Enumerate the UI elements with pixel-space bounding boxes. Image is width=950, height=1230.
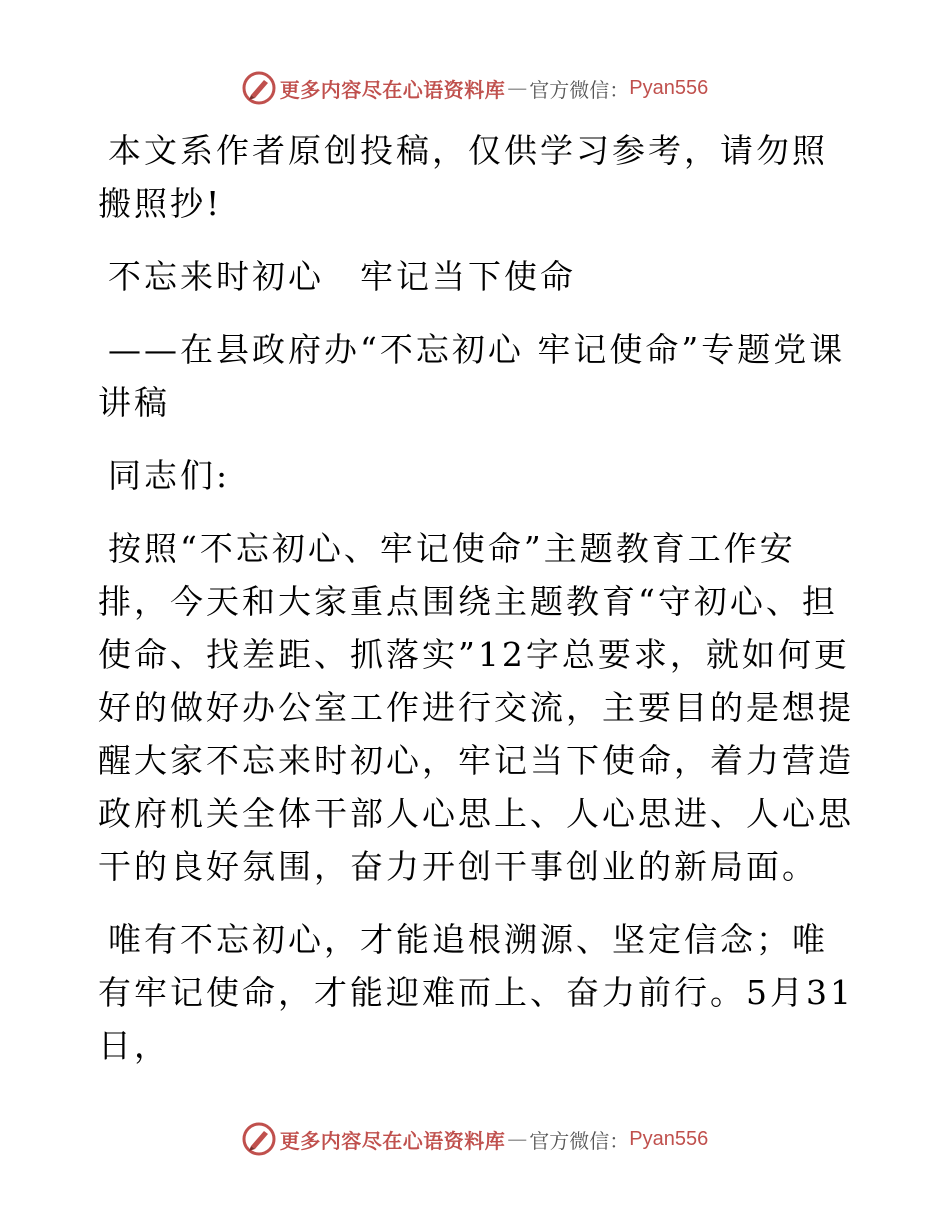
- watermark-dash: —: [507, 1127, 528, 1151]
- watermark-wechat-id: Pyan556: [629, 1127, 709, 1150]
- header-watermark: [0, 68, 950, 108]
- watermark-main-text: 更多内容尽在心语资料库: [279, 1128, 506, 1153]
- salutation: 同志们:: [108, 456, 231, 495]
- footer-watermark: [0, 1119, 950, 1159]
- watermark-wechat-label: 官方微信：: [529, 77, 630, 102]
- watermark-wechat-id: Pyan556: [629, 76, 709, 99]
- watermark-wechat-label: 官方微信：: [529, 1128, 630, 1153]
- pen-seal-icon: [242, 71, 276, 105]
- copyright-notice: 本文系作者原创投稿，仅供学习参考，请勿照搬照抄!: [98, 131, 828, 223]
- document-subtitle: ——在县政府办“不忘初心 牢记使命”专题党课讲稿: [98, 330, 846, 422]
- watermark-dash: —: [507, 76, 528, 100]
- watermark-main-text: 更多内容尽在心语资料库: [279, 77, 506, 102]
- pen-seal-icon: [242, 1122, 276, 1156]
- document-title: 不忘来时初心 牢记当下使命: [108, 257, 576, 296]
- body-paragraph-2: 唯有不忘初心，才能追根溯源、坚定信念；唯有牢记使命，才能迎难而上、奋力前行。5月31日，: [98, 920, 854, 1065]
- document-body: [98, 124, 858, 1092]
- body-paragraph-1: 按照“不忘初心、牢记使命”主题教育工作安排，今天和大家重点围绕主题教育“守初心、担使命、找差距、抓落实”12字总要求，就如何更好的做好办公室工作进行交流，主要目的是想提醒大家不忘来时初心，牢记当下使命，着力营造政府机关全体干部人心思上、人心思进、人心思干的良好氛围，奋力开创干事创业的新局面。: [98, 529, 854, 886]
